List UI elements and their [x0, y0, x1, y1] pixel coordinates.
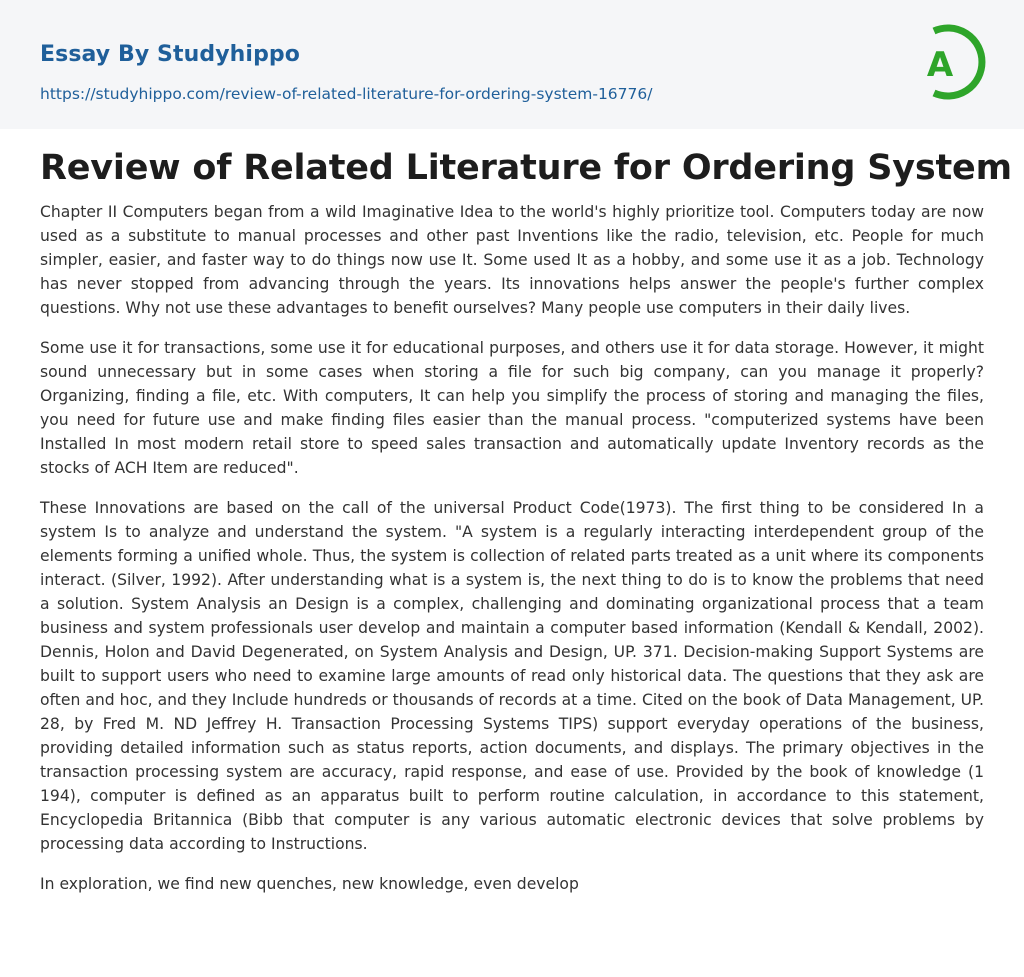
paragraph-2: Some use it for transactions, some use it for educational purposes, and others use it for data storage. However, it might sound unnecessary but in some cases when storing a file for such big company, can you manage it properly? Organizing, finding a file, etc. With computers, It can help you simplify the process of storing and managing the files, you need for future use and make finding files easier than the manual process. "computerized systems have been Installed In most modern retail store to speed sales transaction and automatically update Inventory records as the stocks of ACH Item are reduced". — [40, 339, 984, 477]
page-title: Review of Related Literature for Ordering System — [40, 148, 1012, 188]
article-body — [40, 200, 984, 912]
logo-letter: A — [926, 45, 954, 85]
paragraph-3: These Innovations are based on the call of the universal Product Code(1973). The first thing to be considered In a system Is to analyze and understand the system. "A system is a regularly interacting interdependent group of the elements forming a unified whole. Thus, the system is collection of related parts treated as a unit where its components interact. (Silver, 1992). After understanding what is a system is, the next thing to do is to know the problems that need a solution. System Analysis an Design is a complex, challenging and dominating organizational process that a team business and system professionals user develop and maintain a computer based information (Kendall & Kendall, 2002). Dennis, Holon and David Degenerated, on System Analysis and Design, UP. 371. Decision-making Support Systems are built to support users who need to examine large amounts of read only historical data. The questions that they ask are often and hoc, and they Include hundreds or thousands of records at a time. Cited on the book of Data Management, UP. 28, by Fred M. ND Jeffrey H. Transaction Processing Systems TIPS) support everyday operations of the business, providing detailed information such as status reports, action documents, and displays. The primary objectives in the transaction processing system are accuracy, rapid response, and ease of use. Provided by the book of knowledge (1 194), computer is defined as an apparatus built to perform routine calculation, in accordance to this statement, Encyclopedia Britannica (Bibb that computer is any various automatic electronic devices that solve problems by processing data according to Instructions. — [40, 499, 984, 853]
brand-title[interactable]: Essay By Studyhippo — [40, 42, 300, 67]
paragraph-1: Chapter II Computers began from a wild Imaginative Idea to the world's highly prioritize tool. Computers today are now used as a substitute to manual processes and other past Inventions like the radio, television, etc. People for much simpler, easier, and faster way to do things now use It. Some used It as a hobby, and some use it as a job. Technology has never stopped from advancing through the years. Its innovations helps answer the people's further complex questions. Why not use these advantages to benefit ourselves? Many people use computers in their daily lives. — [40, 203, 984, 317]
paragraph-4: In exploration, we find new quenches, new knowledge, even develop — [40, 875, 579, 893]
source-url-link[interactable]: https://studyhippo.com/review-of-related-literature-for-ordering-system-16776/ — [40, 85, 653, 103]
